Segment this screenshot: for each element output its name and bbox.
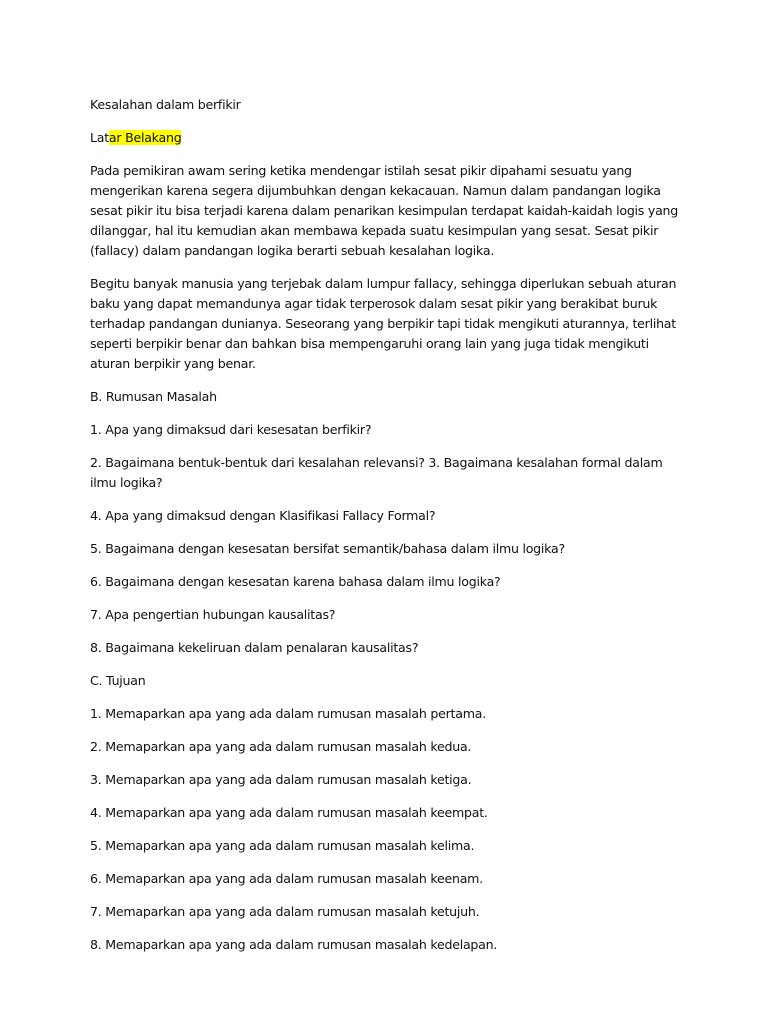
list-item: 7. Memaparkan apa yang ada dalam rumusan masalah ketujuh. — [90, 904, 480, 919]
list-item: 1. Apa yang dimaksud dari kesesatan berfikir? — [90, 422, 372, 437]
list-item: 6. Memaparkan apa yang ada dalam rumusan masalah keenam. — [90, 871, 483, 886]
section-heading-latar-belakang — [90, 128, 680, 148]
list-item: 5. Memaparkan apa yang ada dalam rumusan masalah kelima. — [90, 838, 475, 853]
list-item: 3. Memaparkan apa yang ada dalam rumusan masalah ketiga. — [90, 772, 472, 787]
section-heading-tujuan: C. Tujuan — [90, 673, 146, 688]
list-item: 2. Memaparkan apa yang ada dalam rumusan masalah kedua. — [90, 739, 472, 754]
paragraph: Begitu banyak manusia yang terjebak dalam lumpur fallacy, sehingga diperlukan sebuah aturan baku yang dapat memandunya agar tidak terperosok dalam sesat pikir yang berakibat buruk terhadap pandangan dunianya. Seseorang yang berpikir tapi tidak mengikuti aturannya, terlihat seperti berpikir benar dan bahkan bisa mempengaruhi orang lain yang juga tidak mengikuti aturan berpikir yang benar. — [90, 276, 677, 371]
list-item: 4. Memaparkan apa yang ada dalam rumusan masalah keempat. — [90, 805, 488, 820]
paragraph: Pada pemikiran awam sering ketika mendengar istilah sesat pikir dipahami sesuatu yang mengerikan karena segera dijumbuhkan dengan kekacauan. Namun dalam pandangan logika sesat pikir itu bisa terjadi karena dalam penarikan kesimpulan terdapat kaidah-kaidah logis yang dilanggar, hal itu kemudian akan membawa kepada suatu kesimpulan yang sesat. Sesat pikir (fallacy) dalam pandangan logika berarti sebuah kesalahan logika. — [90, 163, 679, 258]
list-item: 8. Memaparkan apa yang ada dalam rumusan masalah kedelapan. — [90, 937, 498, 952]
list-item: 1. Memaparkan apa yang ada dalam rumusan masalah pertama. — [90, 706, 486, 721]
list-item: 4. Apa yang dimaksud dengan Klasifikasi Fallacy Formal? — [90, 508, 436, 523]
document-body — [90, 95, 680, 968]
document-title: Kesalahan dalam berfikir — [90, 97, 241, 112]
highlighted-text: ar Belakang — [108, 130, 182, 145]
heading-prefix: Lat — [90, 130, 109, 145]
list-item: 7. Apa pengertian hubungan kausalitas? — [90, 607, 336, 622]
list-item: 6. Bagaimana dengan kesesatan karena bahasa dalam ilmu logika? — [90, 574, 501, 589]
list-item: 2. Bagaimana bentuk-bentuk dari kesalahan relevansi? 3. Bagaimana kesalahan formal dalam ilmu logika? — [90, 455, 663, 490]
section-heading-rumusan-masalah: B. Rumusan Masalah — [90, 389, 217, 404]
list-item: 8. Bagaimana kekeliruan dalam penalaran kausalitas? — [90, 640, 419, 655]
list-item: 5. Bagaimana dengan kesesatan bersifat semantik/bahasa dalam ilmu logika? — [90, 541, 565, 556]
